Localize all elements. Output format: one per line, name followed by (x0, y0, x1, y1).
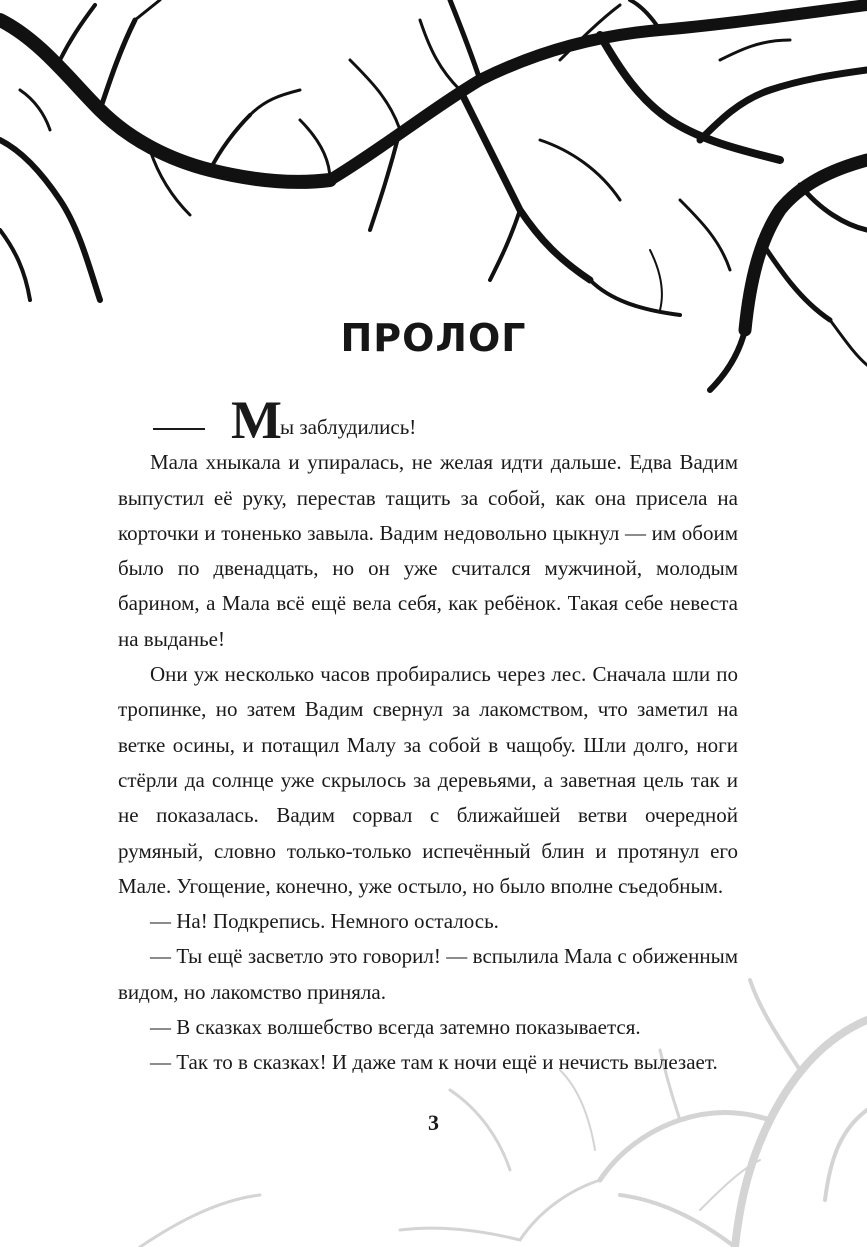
paragraph: Они уж несколько часов пробирались через лес. Сначала шли по тропинке, но затем Вадим свернул за лакомством, что заметил на ветке осины, и потащил Малу за собой в чащобу. Шли долго, ноги стёрли да солнце уже скрылось за деревьями, а заветная цель так и не показалась. Вадим сорвал с ближайшей ветви очередной румяный, словно только-только испечённый блин и протянул его Мале. Угощение, конечно, уже остыло, но было вполне съедобным. (118, 662, 738, 898)
dialogue-line: — На! Подкрепись. Немного осталось. (150, 909, 499, 934)
page-number: 3 (428, 1110, 439, 1135)
dialogue-line: — В сказках волшебство всегда затемно показывается. (150, 1015, 641, 1040)
drop-cap: М (231, 390, 280, 450)
dialogue-line: — Так то в сказках! И даже там к ночи ещё и нечисть вылезает. (150, 1050, 718, 1075)
opening-line-text: ы заблудились! (279, 415, 417, 439)
body-text (118, 390, 738, 1081)
opening-line (118, 390, 738, 450)
dialogue-line: — Ты ещё засветло это говорил! — вспылила Мала с обиженным видом, но лакомство приняла. (118, 944, 738, 1004)
em-dash-rule (153, 428, 205, 430)
chapter-title: ПРОЛОГ (340, 316, 527, 360)
paragraph: Мала хныкала и упиралась, не желая идти дальше. Едва Вадим выпустил её руку, перестав тащить за собой, как она присела на корточки и тоненько завыла. Вадим недовольно цыкнул — им обоим было по двенадцать, но он уже считался мужчиной, молодым барином, а Мала всё ещё вела себя, как ребёнок. Такая себе невеста на выданье! (118, 450, 738, 651)
